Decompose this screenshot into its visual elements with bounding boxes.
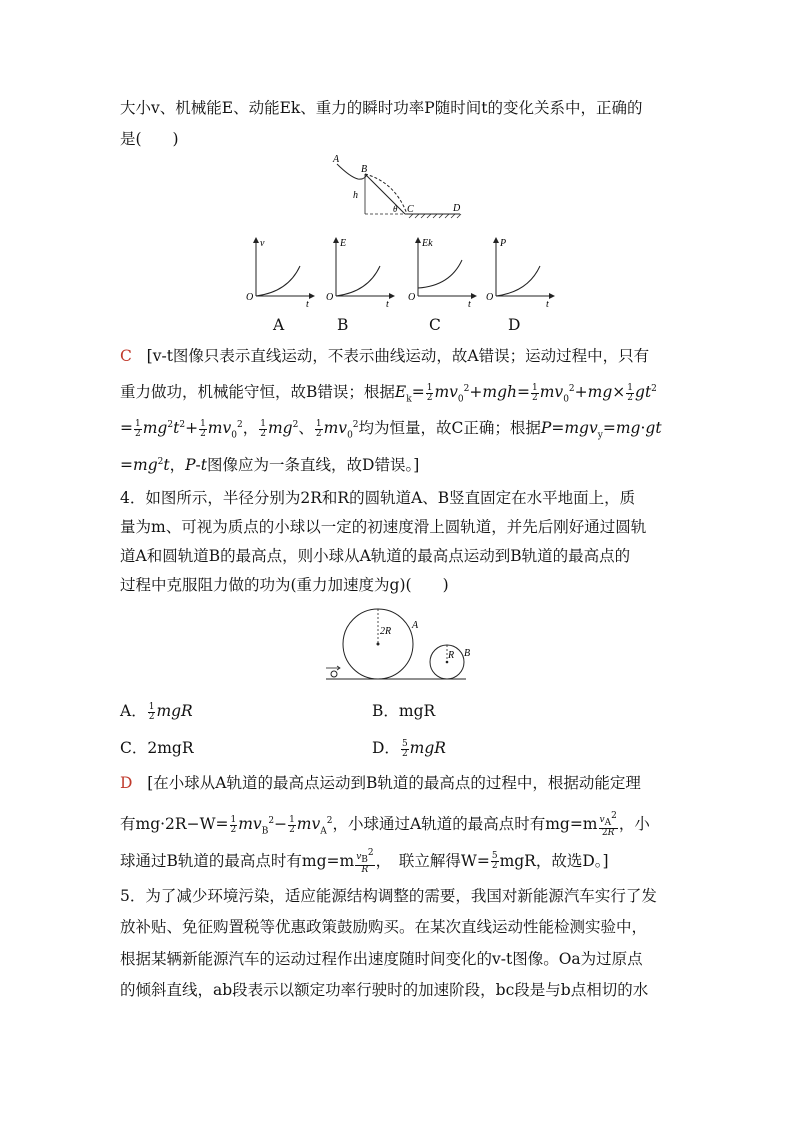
q3-solution-line2: 重力做功，机械能守恒，故B错误；根据$E_k=$ $\frac{1}{2}$ $mv_0^2+mgh=$ $\frac{1}{2}$ $mv_0^2+mg\times$ $\frac{1}{2}$ $gt^2$ xyxy=(120,382,657,405)
fig-label-2r: 2R xyxy=(380,626,392,637)
option-label-a: A xyxy=(273,316,285,334)
q4-stem-line4: 过程中克服阻力做的功为(重力加速度为g)( ) xyxy=(120,576,449,594)
q4-stem-line1: 4．如图所示，半径分别为2R和R的圆轨道A、B竖直固定在水平地面上，质 xyxy=(120,489,636,507)
svg-text:Ek: Ek xyxy=(422,238,433,249)
option-graphs xyxy=(240,236,560,308)
fig-label-circle-a: A xyxy=(412,620,419,631)
graph-b xyxy=(326,238,392,308)
q4-option-c: C．2mgR xyxy=(120,739,194,757)
fig-label-a: A xyxy=(333,154,340,165)
q4-solution-line2: 有mg·2R−W= $\frac{1}{2}$ $mv_B^2-$ $\frac{1}{2}$ $mv_A^2$，小球通过A轨道的最高点时有mg=m $\frac{v_A^2}{2R}$ ，小 xyxy=(120,811,650,839)
q4-option-b: B．mgR xyxy=(372,702,436,720)
q5-line1: 5．为了减少环境污染，适应能源结构调整的需要，我国对新能源汽车实行了发 xyxy=(120,887,657,905)
q4-stem-line2: 量为m、可视为质点的小球以一定的初速度滑上圆轨道，并先后刚好通过圆轨 xyxy=(120,518,647,536)
fig-label-d: D xyxy=(453,203,461,214)
svg-text:O: O xyxy=(408,292,416,303)
svg-text:P: P xyxy=(500,238,507,249)
svg-text:O: O xyxy=(246,292,254,303)
svg-text:O: O xyxy=(486,292,494,303)
fig-label-r: R xyxy=(448,650,455,661)
svg-text:E: E xyxy=(340,238,347,249)
q4-stem-line3: 道A和圆轨道B的最高点，则小球从A轨道的最高点运动到B轨道的最高点的 xyxy=(120,547,631,565)
graph-d xyxy=(486,238,552,308)
option-label-b: B xyxy=(337,316,349,334)
q3-stem-line2: 是( ) xyxy=(120,130,179,148)
svg-text:t: t xyxy=(546,299,549,308)
slope-figure xyxy=(325,152,475,224)
fig-label-circle-b: B xyxy=(464,648,471,659)
q4-solution-line3: 球通过B轨道的最高点时有mg=m $\frac{v_B^2}{R}$ ， 联立解得W= $\frac{5}{2}$ mgR，故选D。] xyxy=(120,848,609,875)
q3-stem-line1: 大小v、机械能E、动能Ek、重力的瞬时功率P随时间t的变化关系中，正确的 xyxy=(120,99,643,117)
fig-label-h: h xyxy=(353,190,358,201)
q3-solution-line4: $=mg^2t$，P-t图像应为一条直线，故D错误。] xyxy=(120,456,420,475)
svg-text:t: t xyxy=(386,299,389,308)
q5-line3: 根据某辆新能源汽车的运动过程作出速度随时间变化的v-t图像。Oa为过原点 xyxy=(120,950,643,968)
fig-label-theta: θ xyxy=(393,204,398,214)
fig-label-c: C xyxy=(407,204,414,215)
q3-solution-line1: [v-t图像只表示直线运动，不表示曲线运动，故A错误；运动过程中，只有 xyxy=(146,347,650,365)
option-label-d: D xyxy=(508,316,521,334)
graph-c xyxy=(408,238,474,308)
svg-text:O: O xyxy=(326,292,334,303)
q4-option-d: D． $\frac{5}{2}$ mgR xyxy=(372,738,446,759)
circles-figure xyxy=(320,606,480,684)
svg-text:t: t xyxy=(468,299,471,308)
q3-solution-line3: = $\frac{1}{2}$ $mg^2t^2+$ $\frac{1}{2}$ $mv_0^2$， $\frac{1}{2}$ $mg^2$、 $\frac{1}{2}$ $mv_0^2$均为恒量，故C正确；根据P=mgv$_y$=mg·gt xyxy=(120,418,662,441)
svg-text:t: t xyxy=(306,299,309,308)
q3-answer-letter: C xyxy=(120,347,132,365)
fig-label-b: B xyxy=(361,164,368,175)
q5-line2: 放补贴、免征购置税等优惠政策鼓励购买。在某次直线运动性能检测实验中， xyxy=(120,918,648,936)
q5-line4: 的倾斜直线，ab段表示以额定功率行驶时的加速阶段，bc段是与b点相切的水 xyxy=(120,981,649,999)
q4-solution-line1: [在小球从A轨道的最高点运动到B轨道的最高点的过程中，根据动能定理 xyxy=(147,774,641,792)
option-label-c: C xyxy=(429,316,441,334)
q4-answer-letter: D xyxy=(120,774,133,792)
svg-text:v: v xyxy=(260,238,265,249)
q4-option-a: A． $\frac{1}{2}$ mgR xyxy=(120,701,193,722)
graph-a xyxy=(246,238,312,308)
